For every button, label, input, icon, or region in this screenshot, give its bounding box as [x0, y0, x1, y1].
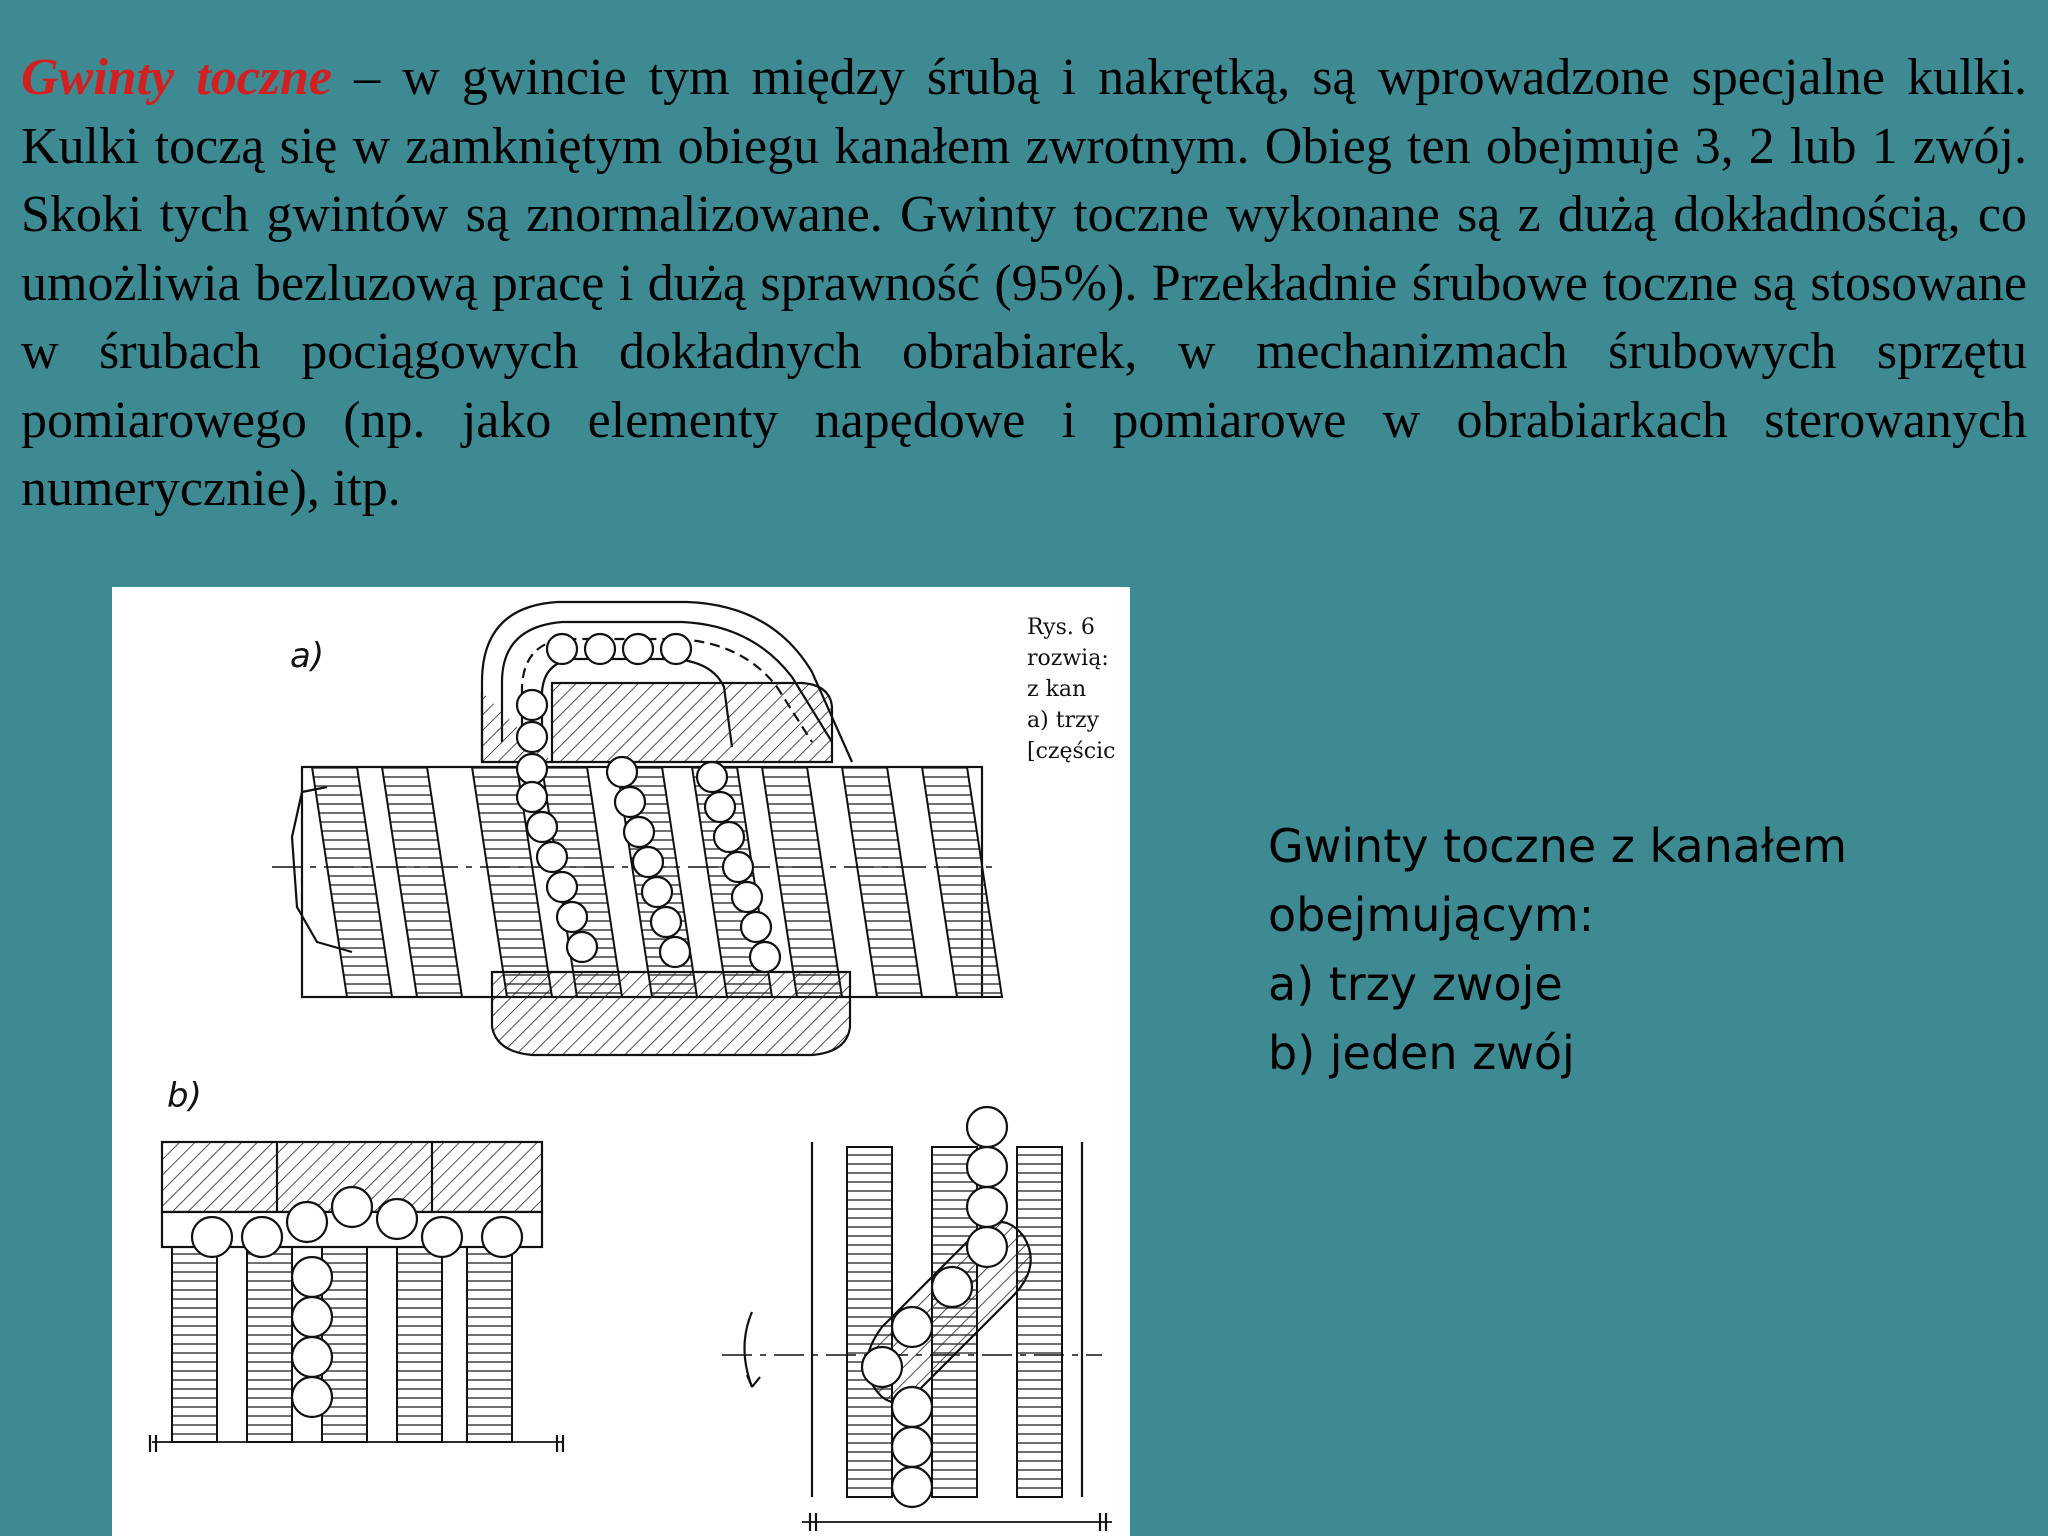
ball [714, 822, 744, 852]
ball [517, 690, 547, 720]
ball [862, 1347, 902, 1387]
ball [422, 1217, 462, 1257]
ball [517, 722, 547, 752]
caption-line-4: b) jeden zwój [1268, 1026, 1575, 1080]
ball [892, 1467, 932, 1507]
ball [482, 1217, 522, 1257]
ball [607, 757, 637, 787]
ball [623, 634, 653, 664]
side-line-2: rozwią: [1027, 646, 1109, 671]
thread-column [172, 1247, 217, 1442]
ball [932, 1267, 972, 1307]
ball [547, 872, 577, 902]
ballscrew-drawing [112, 587, 1130, 1536]
ball [651, 907, 681, 937]
ball [567, 932, 597, 962]
ball [287, 1202, 327, 1242]
ball [557, 902, 587, 932]
ball [661, 634, 691, 664]
ball [892, 1427, 932, 1467]
ball [967, 1227, 1007, 1267]
ball [547, 634, 577, 664]
ball [585, 634, 615, 664]
thread-column [467, 1247, 512, 1442]
ball [967, 1107, 1007, 1147]
ball [292, 1377, 332, 1417]
ball [642, 877, 672, 907]
figure-side-text [1027, 615, 1115, 764]
ball [292, 1297, 332, 1337]
paragraph-text: – w gwincie tym między śrubą i nakrętką, są wprowadzone specjalne kulki. Kulki toczą się w zamkniętym obiegu kanałem zwrotnym. Obieg ten obejmuje 3, 2 lub 1 zwój. Skoki tych gwintów są znormalizowane. Gwinty toczne wykonane są z dużą dokładnością, co umożliwia bezluzową pracę i dużą sprawność (95%). Przekładnie śrubowe toczne są stosowane w śrubach pociągowych dokładnych obrabiarek, w mechanizmach śrubowych sprzętu pomiarowego (np. jako elementy napędowe i pomiarowe w obrabiarkach sterowanych numerycznie), itp. [21, 49, 2027, 517]
label-a: a) [290, 636, 325, 676]
ball [892, 1387, 932, 1427]
thread-column [847, 1147, 892, 1497]
caption-line-1: Gwinty toczne z kanałem [1268, 819, 1848, 873]
ball [292, 1337, 332, 1377]
ball [377, 1199, 417, 1239]
body-paragraph [21, 44, 2027, 524]
term-highlight: Gwinty toczne [21, 49, 333, 106]
ball [242, 1217, 282, 1257]
ball [633, 847, 663, 877]
ball [741, 912, 771, 942]
ball [723, 852, 753, 882]
ball [705, 792, 735, 822]
ball [732, 882, 762, 912]
thread-column [1017, 1147, 1062, 1497]
ball [892, 1307, 932, 1347]
ball [967, 1187, 1007, 1227]
label-b: b) [167, 1076, 202, 1116]
side-line-3: z kan [1027, 677, 1087, 702]
ball [750, 942, 780, 972]
side-line-4: a) trzy [1027, 708, 1100, 733]
ball [660, 937, 690, 967]
caption-line-2: obejmującym: [1268, 888, 1595, 942]
ball [967, 1147, 1007, 1187]
ball [624, 817, 654, 847]
ball [537, 842, 567, 872]
ball [517, 782, 547, 812]
caption-line-3: a) trzy zwoje [1268, 957, 1563, 1011]
side-line-5: [częścic [1027, 739, 1116, 764]
ball [615, 787, 645, 817]
ballscrew-figure [112, 587, 1130, 1536]
ball [332, 1187, 372, 1227]
thread-column [397, 1247, 442, 1442]
thread-column [247, 1247, 292, 1442]
ball [527, 812, 557, 842]
figure-caption [1268, 812, 1968, 1088]
ball [192, 1217, 232, 1257]
ball [292, 1257, 332, 1297]
ball [697, 762, 727, 792]
side-line-1: Rys. 6 [1027, 615, 1095, 640]
ball [517, 754, 547, 784]
